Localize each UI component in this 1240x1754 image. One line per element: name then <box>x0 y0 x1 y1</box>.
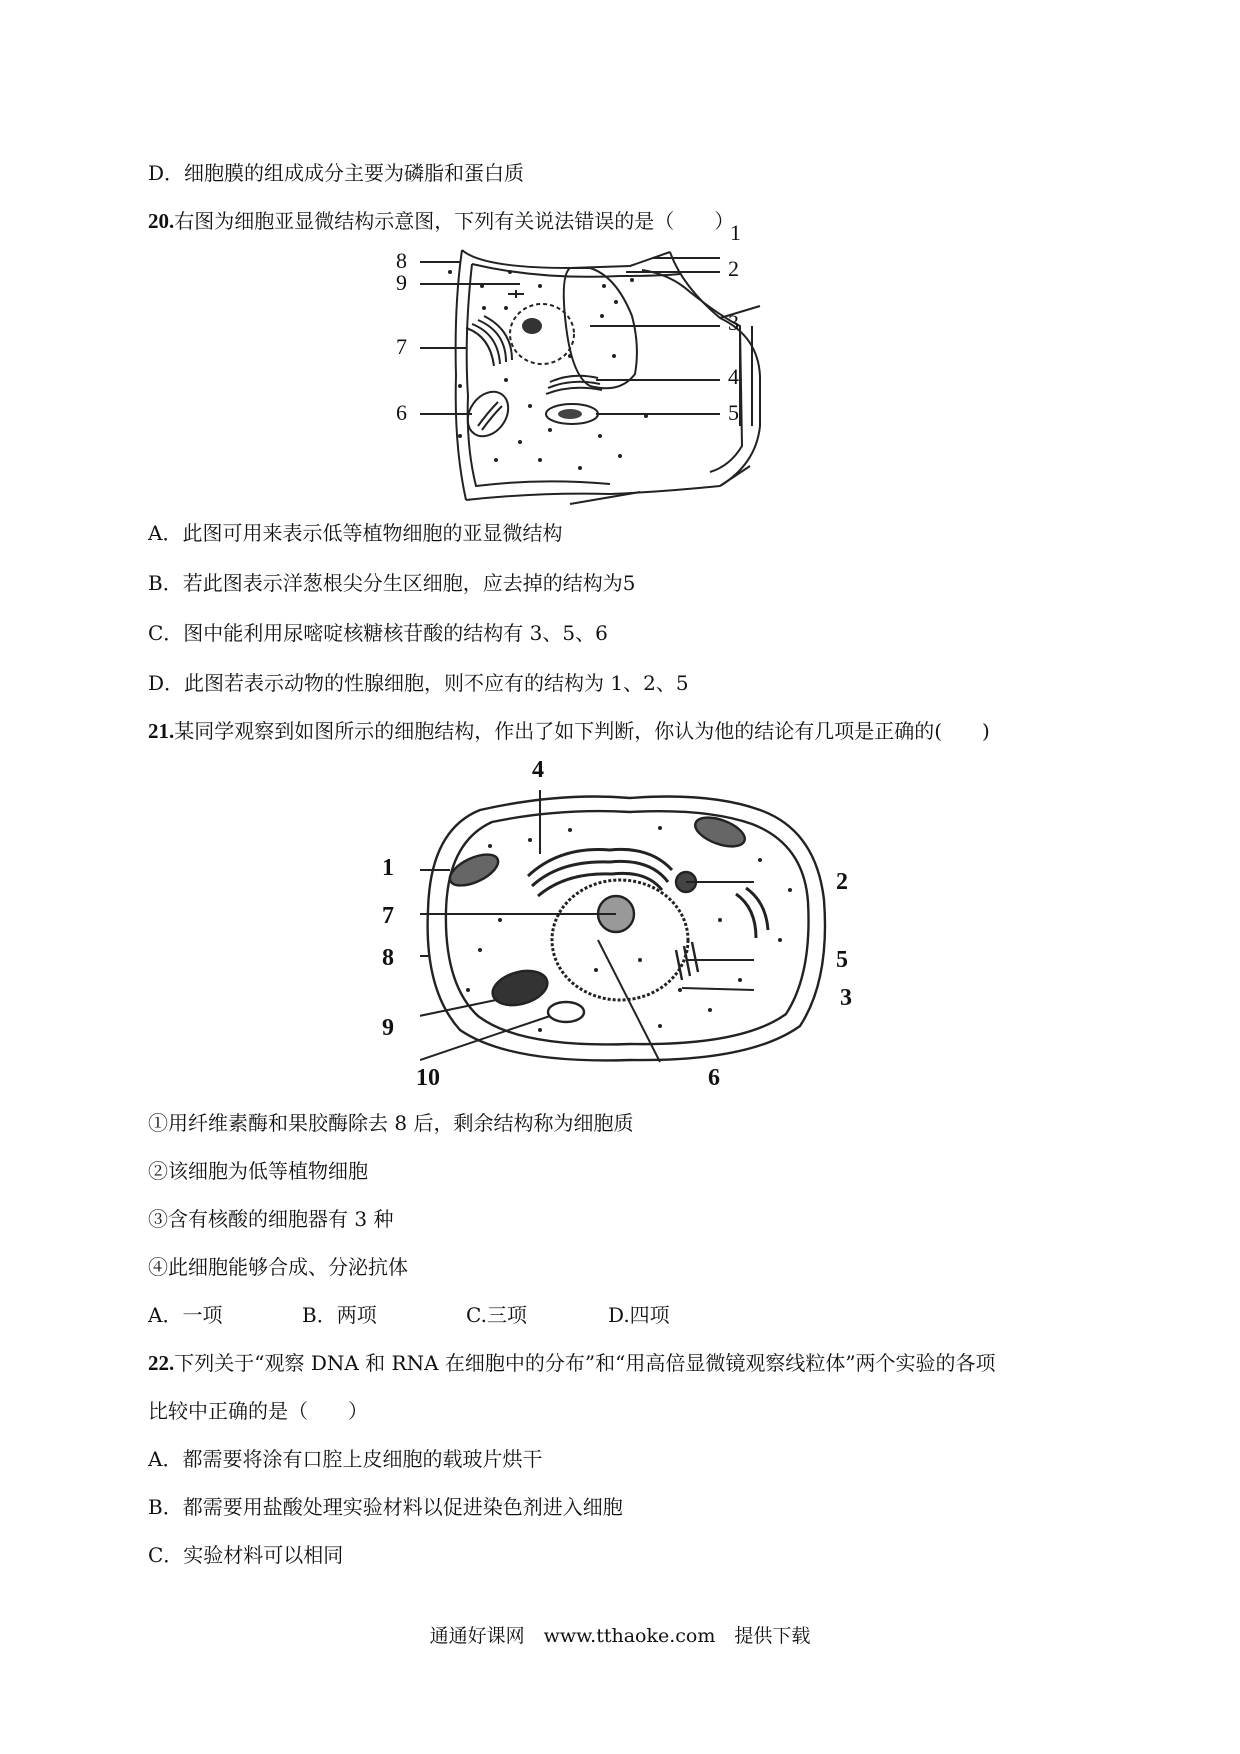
q22-stem-line2: 比较中正确的是（ ） <box>148 1399 368 1423</box>
q21-option-c: C.三项 <box>466 1303 527 1327</box>
q20-label-7: 7 <box>396 334 407 359</box>
q21-cell-diagram <box>420 790 840 1070</box>
q20-label-9: 9 <box>396 270 407 295</box>
q21-number: 21. <box>148 719 175 743</box>
q21-option-d: D.四项 <box>608 1303 670 1327</box>
q21-statement-4: ④此细胞能够合成、分泌抗体 <box>148 1255 408 1279</box>
q22-stem-line1: 下列关于“观察 DNA 和 RNA 在细胞中的分布”和“用高倍显微镜观察线粒体”两个实验的各项 <box>174 1351 996 1375</box>
q21-label-10: 10 <box>416 1065 440 1091</box>
q21-statement-2: ②该细胞为低等植物细胞 <box>148 1159 368 1183</box>
q20-option-c: C．图中能利用尿嘧啶核糖核苷酸的结构有 3、5、6 <box>148 621 608 645</box>
q20-option-a: A．此图可用来表示低等植物细胞的亚显微结构 <box>148 521 563 545</box>
q20-label-6: 6 <box>396 400 407 425</box>
q20-label-8: 8 <box>396 248 407 273</box>
page-footer: 通通好课网 www.tthaoke.com 提供下载 <box>429 1625 811 1647</box>
q21-option-a: A．一项 <box>148 1303 223 1327</box>
q21-label-2: 2 <box>836 869 848 895</box>
q21-label-5: 5 <box>836 947 848 973</box>
q19-option-d: D．细胞膜的组成成分主要为磷脂和蛋白质 <box>148 161 525 185</box>
q20-label-3: 3 <box>728 310 739 335</box>
q22-question <box>148 1348 996 1378</box>
q20-label-2: 2 <box>728 256 739 281</box>
q20-cell-diagram <box>420 246 820 510</box>
q21-statement-1: ①用纤维素酶和果胶酶除去 8 后，剩余结构称为细胞质 <box>148 1111 634 1135</box>
q21-stem: 某同学观察到如图所示的细胞结构，作出了如下判断，你认为他的结论有几项是正确的( ) <box>174 719 990 743</box>
q21-question <box>148 716 990 746</box>
q21-options <box>148 1300 670 1330</box>
q20-label-4: 4 <box>728 364 739 389</box>
q21-label-4: 4 <box>532 757 544 783</box>
q20-question <box>148 206 734 236</box>
q22-option-b: B．都需要用盐酸处理实验材料以促进染色剂进入细胞 <box>148 1495 623 1519</box>
q21-label-9: 9 <box>382 1015 394 1041</box>
q21-label-1: 1 <box>382 855 394 881</box>
q20-option-d: D．此图若表示动物的性腺细胞，则不应有的结构为 1、2、5 <box>148 671 689 695</box>
q22-number: 22. <box>148 1351 175 1375</box>
q20-stem: 右图为细胞亚显微结构示意图，下列有关说法错误的是（ ） <box>174 209 735 233</box>
q21-label-8: 8 <box>382 945 394 971</box>
q20-number: 20. <box>148 209 175 233</box>
q21-statement-3: ③含有核酸的细胞器有 3 种 <box>148 1207 394 1231</box>
q20-label-1: 1 <box>730 220 741 245</box>
q21-label-7: 7 <box>382 903 394 929</box>
q21-label-6: 6 <box>708 1065 720 1091</box>
q22-option-c: C．实验材料可以相同 <box>148 1543 344 1567</box>
q21-option-b: B．两项 <box>302 1303 377 1327</box>
q22-option-a: A．都需要将涂有口腔上皮细胞的载玻片烘干 <box>148 1447 543 1471</box>
q20-option-b: B．若此图表示洋葱根尖分生区细胞，应去掉的结构为5 <box>148 571 636 595</box>
q20-label-5: 5 <box>728 400 739 425</box>
q21-label-3: 3 <box>840 985 852 1011</box>
